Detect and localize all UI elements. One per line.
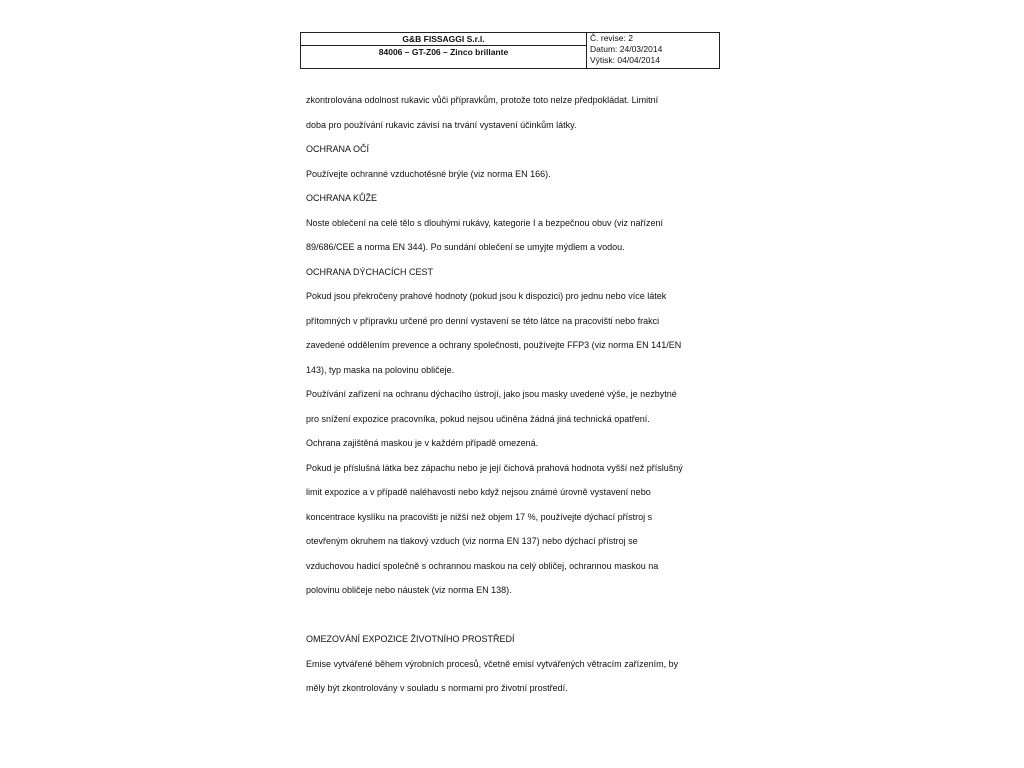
section-heading-environmental-exposure: OMEZOVÁNÍ EXPOZICE ŽIVOTNÍHO PROSTŘEDÍ <box>306 634 515 644</box>
text-line: Emise vytvářené během výrobních procesů, včetně emisí vytvářených větracím zařízením, by <box>306 658 679 669</box>
section-heading-eye-protection: OCHRANA OČÍ <box>306 144 370 154</box>
text-line: limit expozice a v případě naléhavosti nebo když nejsou známé úrovně vystavení nebo <box>306 487 651 497</box>
print-date: Výtisk: 04/04/2014 <box>590 55 660 65</box>
document-body <box>306 94 726 694</box>
text-line: přítomných v přípravku určené pro denní vystavení se této látce na pracovišti nebo frakci <box>306 315 660 326</box>
text-line: vzduchovou hadicí společně s ochrannou maskou na celý obličej, ochrannou maskou na <box>306 560 659 571</box>
document-header <box>300 32 720 69</box>
text-line: Ochrana zajištěná maskou je v každém případě omezená. <box>306 438 539 448</box>
text-line: Používání zařízení na ochranu dýchacího ústrojí, jako jsou masky uvedené výše, je nezbytné <box>306 389 677 399</box>
text-line: Pokud je příslušná látka bez zápachu nebo je její čichová prahová hodnota vyšší než příslušný <box>306 462 683 473</box>
revision-number: Č. revise: 2 <box>590 33 633 43</box>
company-name: G&B FISSAGGI S.r.l. <box>301 34 586 46</box>
text-line: otevřeným okruhem na tlakový vzduch (viz norma EN 137) nebo dýchací přístroj se <box>306 536 638 546</box>
section-heading-respiratory-protection: OCHRANA DÝCHACÍCH CEST <box>306 266 434 277</box>
text-line: polovinu obličeje nebo náustek (viz norma EN 138). <box>306 585 512 595</box>
text-line: doba pro používání rukavic závisí na trvání vystavení účinkům látky. <box>306 119 577 130</box>
text-line: Používejte ochranné vzduchotěsné brýle (viz norma EN 166). <box>306 168 551 179</box>
text-line: 89/686/CEE a norma EN 344). Po sundání oblečení se umyjte mýdlem a vodou. <box>306 242 625 252</box>
product-name: 84006 – GT-Z06 – Zinco brillante <box>378 47 509 57</box>
text-line: zavedené oddělením prevence a ochrany společnosti, používejte FFP3 (viz norma EN 141/EN <box>306 340 682 350</box>
header-left-cells <box>301 33 587 68</box>
text-line: Noste oblečení na celé tělo s dlouhými rukávy, kategorie I a bezpečnou obuv (viz nařízení <box>306 217 664 228</box>
text-line: koncentrace kyslíku na pracovišti je nižší než objem 17 %, používejte dýchací přístroj s <box>306 511 653 522</box>
revision-date: Datum: 24/03/2014 <box>590 44 663 54</box>
text-line: Pokud jsou překročeny prahové hodnoty (pokud jsou k dispozici) pro jednu nebo více látek <box>306 291 667 301</box>
text-line: měly být zkontrolovány v souladu s normami pro životní prostředí. <box>306 683 568 693</box>
text-line: pro snížení expozice pracovníka, pokud nejsou učiněna žádná jiná technická opatření. <box>306 413 650 424</box>
text-line: 143), typ maska na polovinu obličeje. <box>306 364 455 375</box>
header-right-cells <box>587 33 719 68</box>
text-line: zkontrolována odolnost rukavic vůči přípravkům, protože toto nelze předpokládat. Limitní <box>306 95 659 105</box>
section-heading-skin-protection: OCHRANA KŮŽE <box>306 193 378 203</box>
